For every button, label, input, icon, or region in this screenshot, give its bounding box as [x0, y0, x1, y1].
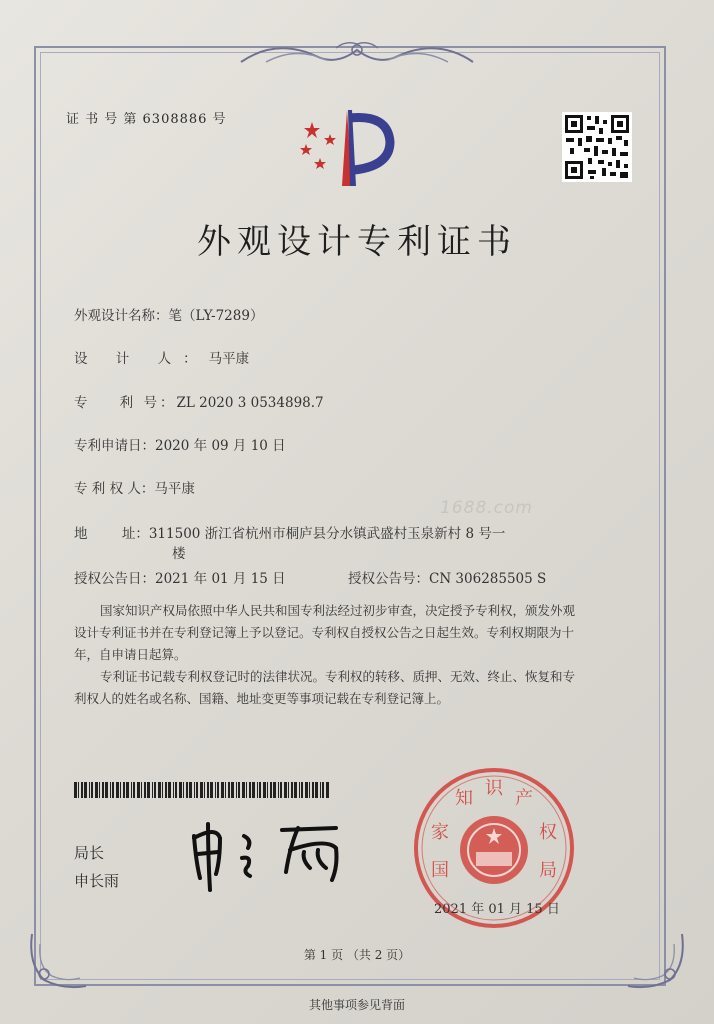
address-line-1: 311500 浙江省杭州市桐庐县分水镇武盛村玉泉新村 8 号一	[148, 526, 506, 542]
barcode-bar	[231, 782, 234, 798]
director-name: 申长雨	[74, 872, 120, 890]
barcode-bar	[137, 782, 140, 798]
barcode-bar	[315, 782, 318, 798]
certificate-number: 证 书 号 第 6308886 号	[66, 112, 227, 127]
barcode-bar	[141, 782, 142, 798]
patentee-row	[74, 477, 195, 497]
barcode-bar	[95, 782, 98, 798]
barcode-bar	[89, 782, 90, 798]
body-para1-line1: 国家知识产权局依照中华人民共和国专利法经过初步审查，决定授予专利权，颁发外观	[100, 603, 576, 618]
barcode-bar	[99, 782, 100, 798]
barcode-bar	[158, 782, 161, 798]
barcode-bar	[183, 782, 184, 798]
barcode-bar	[147, 782, 150, 798]
footer-note: 其他事项参见背面	[308, 998, 405, 1012]
barcode-bar	[133, 782, 135, 798]
barcode-bar	[112, 782, 114, 798]
barcode-bar	[194, 782, 195, 798]
address-line-2: 楼	[172, 546, 186, 562]
barcode-bar	[81, 782, 83, 798]
barcode-bar	[257, 782, 258, 798]
filing-date-value: 2020 年 09 月 10 日	[155, 438, 286, 454]
barcode-bar	[284, 782, 287, 798]
barcode-bar	[312, 782, 314, 798]
page-number: 第 1 页 （共 2 页）	[303, 948, 411, 962]
designer-row	[74, 347, 249, 367]
barcode-bar	[225, 782, 226, 798]
barcode-bar	[74, 782, 77, 798]
barcode-bar	[291, 782, 293, 798]
grant-number-row	[348, 567, 546, 587]
barcode-bar	[210, 782, 213, 798]
body-para2-line1: 专利证书记载专利权登记时的法律状况。专利权的转移、质押、无效、终止、恢复和专	[100, 669, 576, 684]
signature-icon	[186, 816, 356, 896]
seal-char-7: 局	[539, 860, 557, 881]
barcode-bar	[326, 782, 329, 798]
director-title: 局长	[74, 844, 105, 862]
grant-date-value: 2021 年 01 月 15 日	[155, 571, 286, 587]
address-row	[74, 522, 505, 542]
patentee-value: 马平康	[154, 481, 195, 497]
barcode-bar	[270, 782, 272, 798]
address-continuation	[172, 542, 186, 562]
barcode-bar	[84, 782, 87, 798]
barcode-bar	[259, 782, 261, 798]
barcode-bar	[189, 782, 192, 798]
barcode-bar	[116, 782, 119, 798]
body-paragraph-2	[74, 666, 630, 710]
barcode-bar	[246, 782, 247, 798]
barcode-bar	[217, 782, 219, 798]
barcode-bar	[154, 782, 156, 798]
barcode-bar	[179, 782, 182, 798]
barcode-bar	[305, 782, 308, 798]
barcode-bar	[242, 782, 245, 798]
barcode-bar	[175, 782, 177, 798]
barcode-bar	[102, 782, 104, 798]
grant-number-label: 授权公告号：	[348, 571, 429, 587]
designer-label: 设 计 人：	[74, 351, 209, 367]
seal-char-1: 国	[431, 860, 449, 881]
barcode-bar	[152, 782, 153, 798]
barcode-bar	[249, 782, 251, 798]
barcode-bar	[294, 782, 297, 798]
barcode-bar	[126, 782, 129, 798]
barcode-bar	[207, 782, 209, 798]
barcode-bar	[238, 782, 240, 798]
seal-char-6: 权	[539, 822, 557, 843]
barcode-bar	[273, 782, 276, 798]
design-name-row	[74, 304, 263, 324]
barcode-bar	[200, 782, 203, 798]
barcode-bar	[162, 782, 163, 798]
barcode-bar	[110, 782, 111, 798]
cnipa-logo-icon	[292, 104, 404, 192]
barcode-bar	[173, 782, 174, 798]
barcode-bar	[221, 782, 224, 798]
barcode-bar	[299, 782, 300, 798]
filing-date-row	[74, 434, 286, 454]
seal-char-4: 识	[485, 778, 503, 799]
certificate-title: 外观设计专利证书	[197, 222, 517, 262]
grant-number-value: CN 306285505 S	[429, 571, 547, 587]
barcode-bar	[105, 782, 108, 798]
barcode-bar	[91, 782, 93, 798]
barcode-bar	[267, 782, 268, 798]
barcode-bar	[131, 782, 132, 798]
patent-number-value: ZL 2020 3 0534898.7	[176, 395, 324, 411]
barcode-bar	[78, 782, 79, 798]
barcode-bar	[228, 782, 230, 798]
seal-char-5: 产	[515, 788, 533, 809]
patent-number-label: 专 利 号：	[74, 395, 177, 411]
watermark: 1688.com	[440, 498, 533, 518]
address-label: 地 址：	[74, 526, 149, 542]
barcode-bar	[309, 782, 310, 798]
barcode-icon	[74, 782, 332, 798]
barcode-bar	[123, 782, 125, 798]
barcode-bar	[322, 782, 324, 798]
seal-date: 2021 年 01 月 15 日	[434, 902, 560, 917]
grant-date-label: 授权公告日：	[74, 571, 155, 587]
body-para1-line3: 年，自申请日起算。	[74, 647, 187, 662]
seal-char-2: 家	[431, 822, 449, 843]
barcode-bar	[186, 782, 188, 798]
barcode-bar	[144, 782, 146, 798]
barcode-bar	[120, 782, 121, 798]
qr-code-icon[interactable]	[562, 112, 632, 182]
barcode-bar	[301, 782, 303, 798]
design-name-label: 外观设计名称：	[74, 308, 169, 324]
body-para1-line2: 设计专利证书并在专利登记簿上予以登记。专利权自授权公告之日起生效。专利权期限为十	[74, 625, 575, 640]
body-paragraph-1	[74, 600, 630, 666]
barcode-bar	[278, 782, 279, 798]
design-name-value: 笔（LY-7289）	[168, 308, 264, 324]
patent-number-row	[74, 391, 324, 411]
barcode-bar	[280, 782, 282, 798]
grant-date-row	[74, 567, 286, 587]
patentee-label: 专 利 权 人：	[74, 481, 155, 497]
barcode-bar	[196, 782, 198, 798]
designer-value: 马平康	[208, 351, 250, 367]
barcode-bar	[252, 782, 255, 798]
barcode-bar	[288, 782, 289, 798]
filing-date-label: 专利申请日：	[74, 438, 155, 454]
barcode-bar	[168, 782, 171, 798]
barcode-bar	[204, 782, 205, 798]
top-ornament-icon	[236, 36, 478, 70]
seal-char-3: 知	[455, 788, 473, 809]
barcode-bar	[263, 782, 266, 798]
barcode-bar	[236, 782, 237, 798]
barcode-bar	[165, 782, 167, 798]
body-para2-line2: 利权人的姓名或名称、国籍、地址变更等事项记载在专利登记簿上。	[74, 691, 450, 706]
barcode-bar	[215, 782, 216, 798]
barcode-bar	[320, 782, 321, 798]
